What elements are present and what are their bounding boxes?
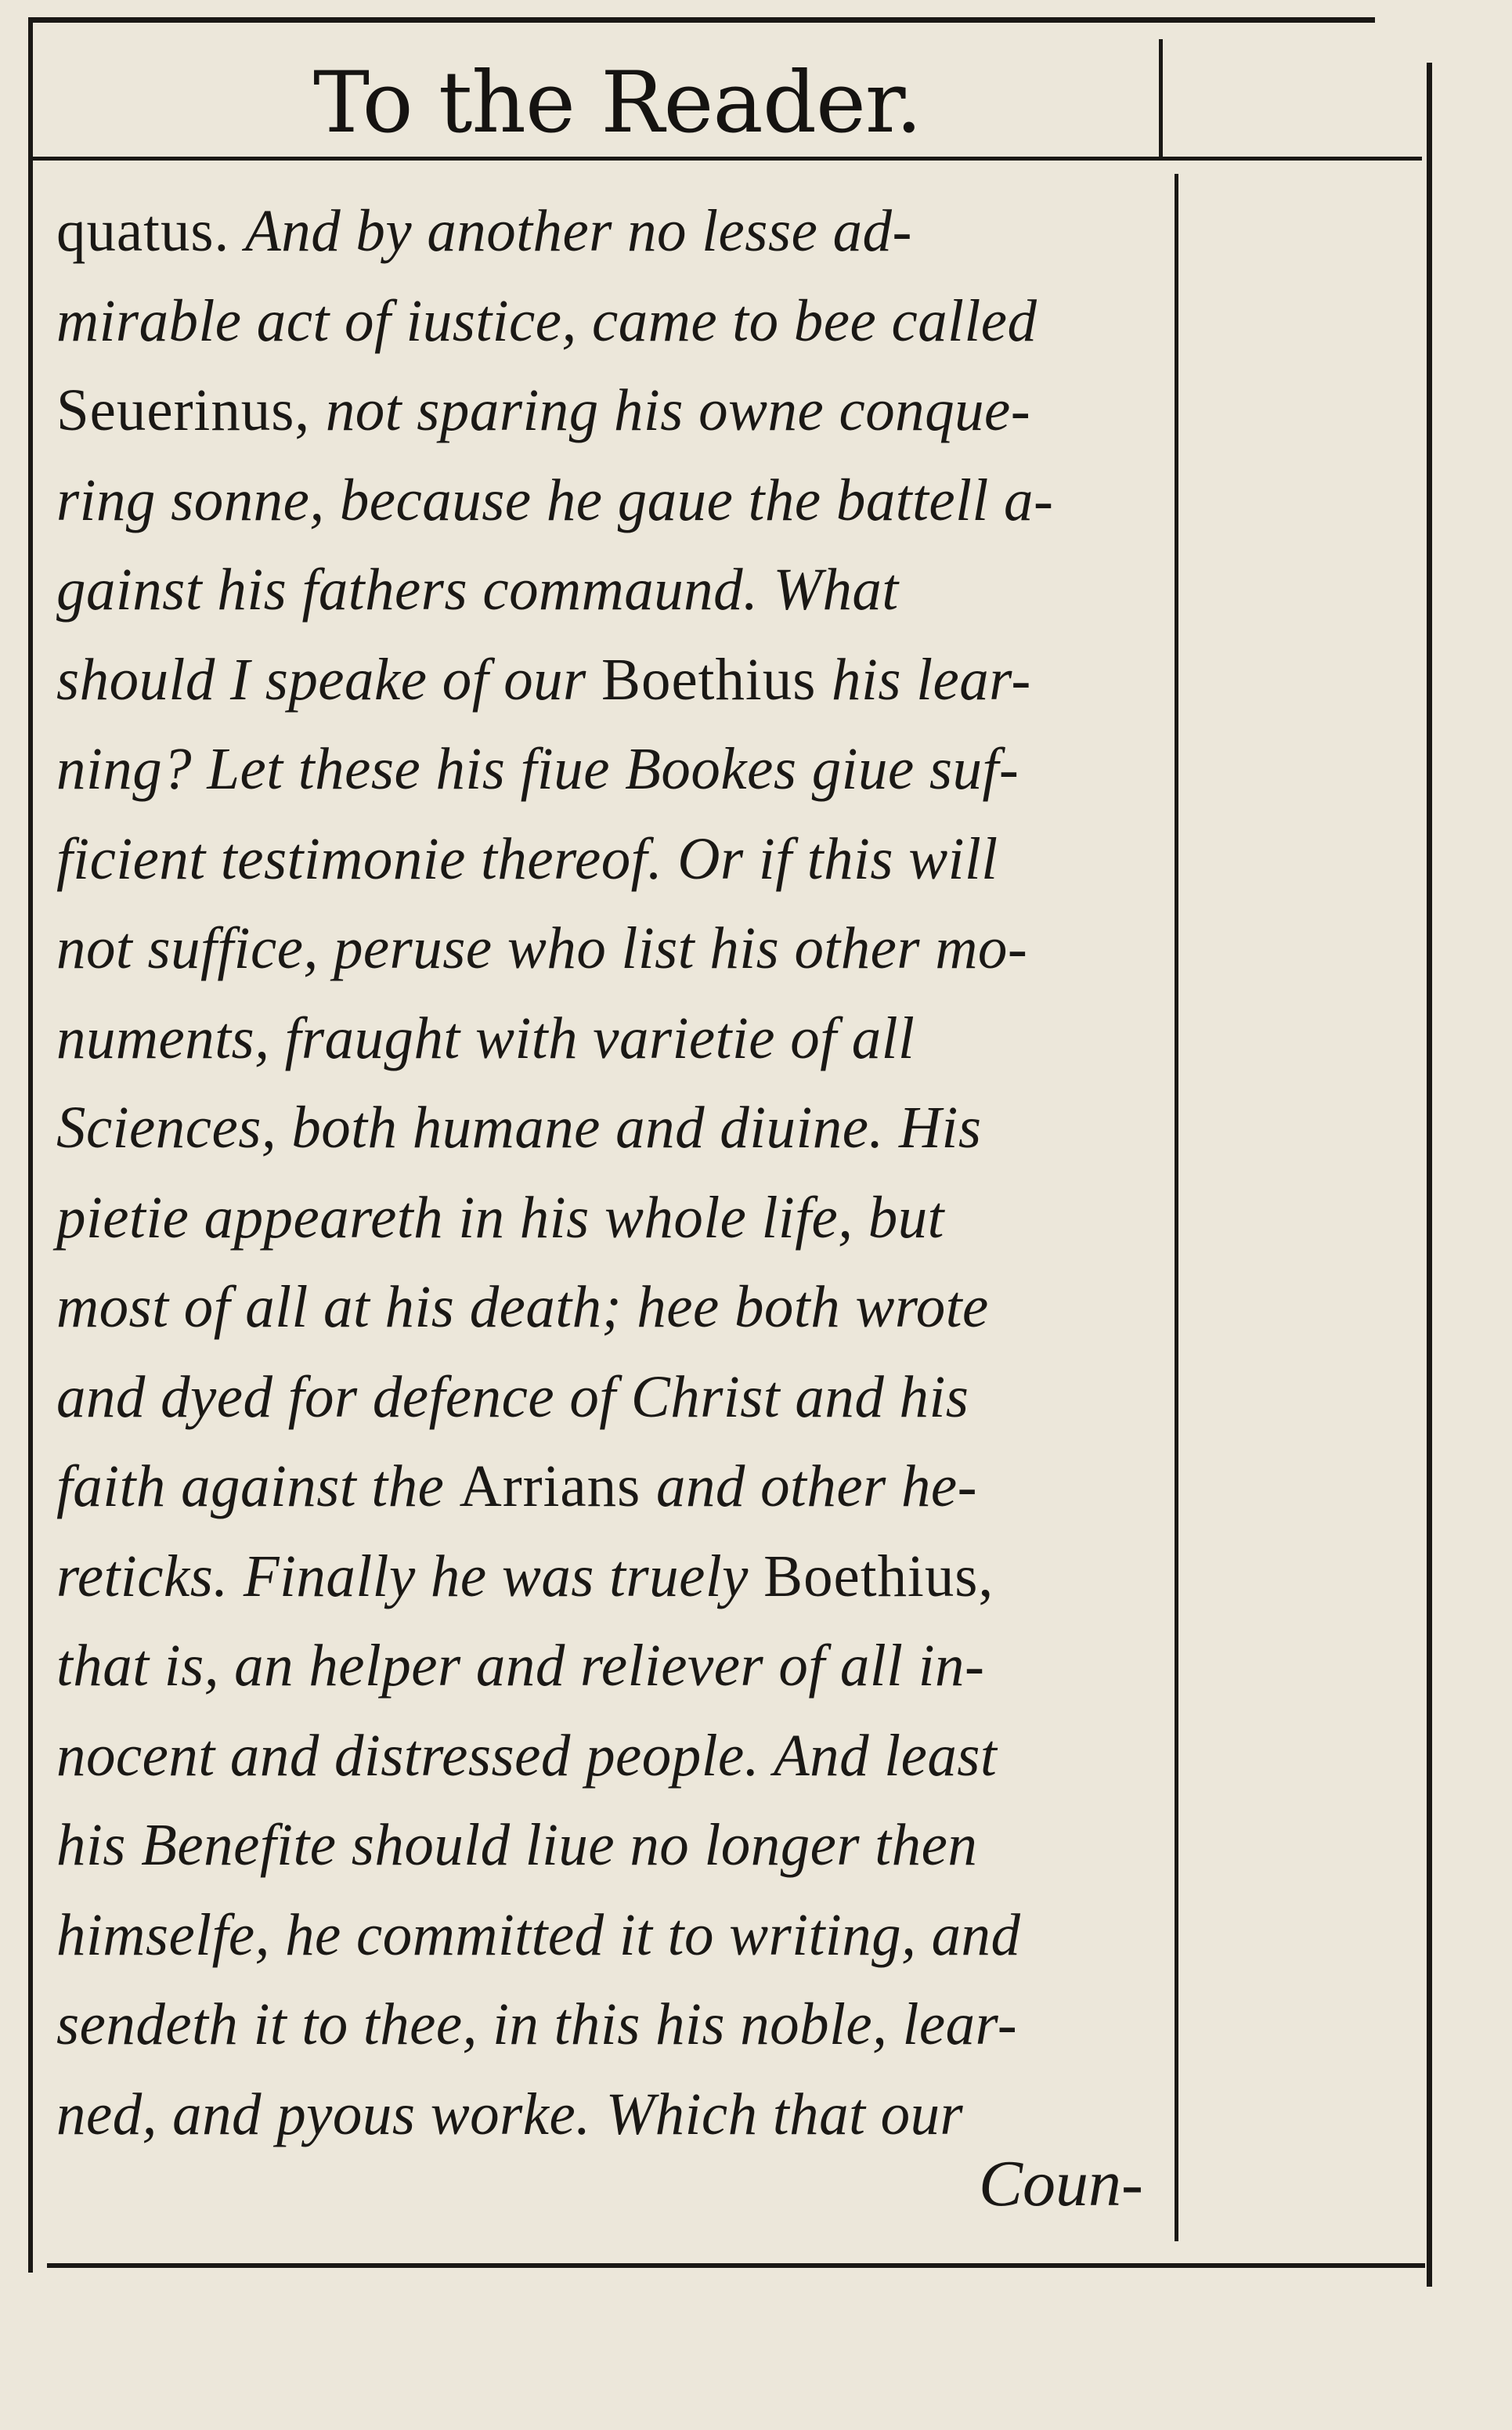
- running-head: To the Reader.: [313, 54, 922, 152]
- text-segment: sendeth it to thee, in this his noble, lear-: [56, 1991, 1018, 2057]
- text-line: [56, 1800, 1153, 1890]
- text-segment: gainst his fathers commaund. What: [56, 557, 899, 623]
- text-segment: and dyed for defence of Christ and his: [56, 1363, 969, 1430]
- text-line: [56, 904, 1153, 994]
- text-segment: not suffice, peruse who list his other mo-: [56, 915, 1028, 981]
- text-segment: Seuerinus,: [56, 377, 326, 443]
- text-line: [56, 1442, 1153, 1532]
- text-line: [56, 1621, 1153, 1711]
- text-segment: and other he-: [655, 1453, 978, 1519]
- text-segment: numents, fraught with varietie of all: [56, 1005, 915, 1071]
- text-segment: not sparing his owne conque-: [325, 377, 1031, 443]
- text-segment: mirable act of iustice, came to bee called: [56, 287, 1037, 354]
- text-line: [56, 456, 1153, 546]
- text-segment: nocent and distressed people. And least: [56, 1722, 998, 1789]
- text-segment: ring sonne, because he gaue the battell a-: [56, 467, 1054, 533]
- text-line: [56, 366, 1153, 456]
- text-segment: Boethius: [601, 646, 832, 713]
- text-line: [56, 1980, 1153, 2070]
- text-segment: his lear-: [832, 646, 1031, 713]
- top-rule: [28, 17, 1375, 23]
- text-segment: reticks. Finally he was truely: [56, 1543, 764, 1609]
- text-segment: ning? Let these his fiue Bookes giue suf-: [56, 736, 1019, 802]
- text-line: [56, 814, 1153, 904]
- text-right-rule: [1175, 174, 1178, 2241]
- text-segment: himselfe, he committed it to writing, and: [56, 1901, 1021, 1968]
- text-line: [56, 545, 1153, 635]
- text-segment: quatus.: [56, 198, 245, 264]
- text-segment: Arrians: [459, 1453, 656, 1519]
- text-segment: faith against the: [56, 1453, 460, 1519]
- text-segment: that is, an helper and reliever of all in-: [56, 1633, 985, 1699]
- catchword: Coun-: [979, 2147, 1143, 2220]
- text-line: [56, 186, 1153, 276]
- text-line: [56, 1711, 1153, 1801]
- text-segment: should I speake of our: [56, 646, 602, 713]
- text-segment: ned, and pyous worke. Which that our: [56, 2081, 964, 2147]
- text-segment: pietie appeareth in his whole life, but: [56, 1184, 944, 1251]
- text-line: [56, 635, 1153, 725]
- text-segment: Boethius,: [763, 1543, 994, 1609]
- text-line: [56, 1890, 1153, 1980]
- text-line: [56, 1532, 1153, 1622]
- text-segment: ficient testimonie thereof. Or if this will: [56, 825, 998, 892]
- text-line: [56, 1262, 1153, 1352]
- body-text: [56, 186, 1168, 2159]
- text-line: [56, 1352, 1153, 1442]
- text-segment: most of all at his death; hee both wrote: [56, 1274, 989, 1340]
- text-line: [56, 724, 1153, 814]
- right-outer-rule: [1427, 63, 1432, 2287]
- text-segment: And by another no lesse ad-: [244, 198, 912, 264]
- text-line: [56, 994, 1153, 1084]
- text-segment: Sciences, both humane and diuine. His: [56, 1095, 982, 1161]
- bottom-rule: [47, 2263, 1425, 2268]
- text-line: [56, 1083, 1153, 1173]
- header-right-rule: [1159, 39, 1163, 157]
- text-line: [56, 276, 1153, 366]
- left-outer-rule: [28, 17, 33, 2273]
- text-line: [56, 1173, 1153, 1263]
- text-segment: his Benefite should liue no longer then: [56, 1812, 978, 1878]
